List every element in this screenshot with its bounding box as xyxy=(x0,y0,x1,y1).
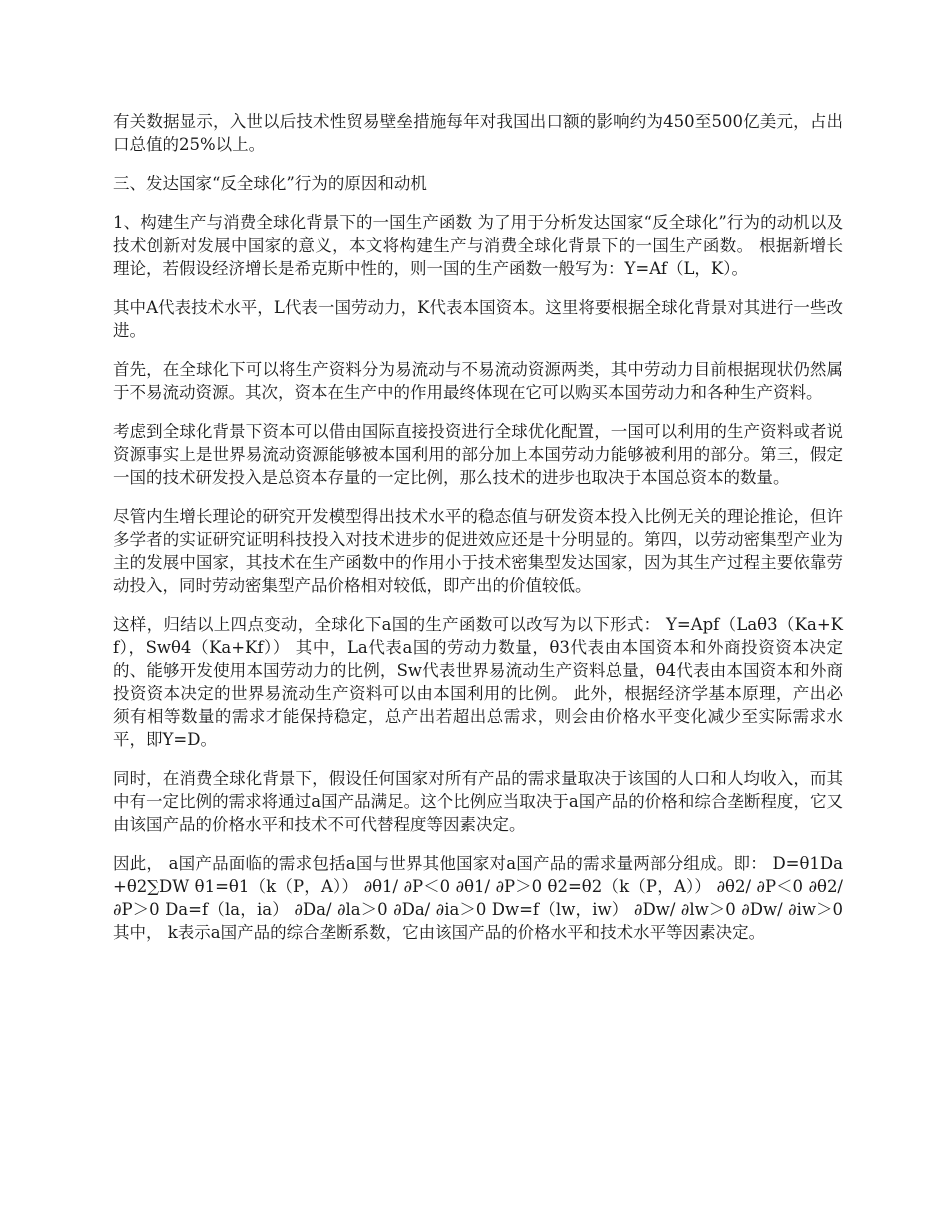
paragraph-rewritten-function: 这样，归结以上四点变动，全球化下a国的生产函数可以改写为以下形式： Y=Apf（Laθ3（Ka+Kf），Swθ4（Ka+Kf）） 其中，La代表a国的劳动力数量，θ3代表由本国资本和外商投资资本决定的、能够开发使用本国劳动力的比例，Sw代表世界易流动生产资料总量，θ4代表由本国资本和外商投资资本决定的世界易流动生产资料可以由本国利用的比例。 此外，根据经济学基本原理，产出必须有相等数量的需求才能保持稳定，总产出若超出总需求，则会由价格水平变化减少至实际需求水平，即Y=D。 xyxy=(113,615,843,749)
paragraph-consumption-globalization: 同时，在消费全球化背景下，假设任何国家对所有产品的需求量取决于该国的人口和人均收入，而其中有一定比例的需求将通过a国产品满足。这个比例应当取决于a国产品的价格和综合垄断程度，它又由该国产品的价格水平和技术不可代替程度等因素决定。 xyxy=(113,769,843,834)
paragraph-capital-allocation: 考虑到全球化背景下资本可以借由国际直接投资进行全球优化配置，一国可以利用的生产资料或者说资源事实上是世界易流动资源能够被本国利用的部分加上本国劳动力能够被利用的部分。第三，假定一国的技术研发投入是总资本存量的一定比例，那么技术的进步也取决于本国总资本的数量。 xyxy=(113,422,843,487)
document-body xyxy=(113,110,843,960)
paragraph-demand-equation: 因此， a国产品面临的需求包括a国与世界其他国家对a国产品的需求量两部分组成。即： D=θ1Da+θ2∑DW θ1=θ1（k（P，A）） ∂θ1/ ∂P＜0 ∂θ1/ ∂P＞0 θ2=θ2（k（P，A）） ∂θ2/ ∂P＜0 ∂θ2/ ∂P＞0 Da=f（la，ia） ∂Da/ ∂la＞0 ∂Da/ ∂ia＞0 Dw=f（lw，iw） ∂Dw/ ∂lw＞0 ∂Dw/ ∂iw＞0 其中， k表示a国产品的综合垄断系数，它由该国产品的价格水平和技术水平等因素决定。 xyxy=(113,854,843,942)
paragraph-resource-mobility: 首先，在全球化下可以将生产资料分为易流动与不易流动资源两类，其中劳动力目前根据现状仍然属于不易流动资源。其次，资本在生产中的作用最终体现在它可以购买本国劳动力和各种生产资料。 xyxy=(113,360,843,402)
paragraph-trade-barrier-data: 有关数据显示，入世以后技术性贸易壁垒措施每年对我国出口额的影响约为450至500亿美元，占出口总值的25%以上。 xyxy=(113,112,843,154)
paragraph-endogenous-growth: 尽管内生增长理论的研究开发模型得出技术水平的稳态值与研发资本投入比例无关的理论推论，但许多学者的实证研究证明科技投入对技术进步的促进效应还是十分明显的。第四，以劳动密集型产业为主的发展中国家，其技术在生产函数中的作用小于技术密集型发达国家，因为其生产过程主要依靠劳动投入，同时劳动密集型产品价格相对较低，即产出的价值较低。 xyxy=(113,507,843,595)
paragraph-production-function: 1、构建生产与消费全球化背景下的一国生产函数 为了用于分析发达国家“反全球化”行为的动机以及技术创新对发展中国家的意义，本文将构建生产与消费全球化背景下的一国生产函数。 根据新增长理论，若假设经济增长是希克斯中性的，则一国的生产函数一般写为：Y=Af（L，K）。 xyxy=(113,213,843,278)
section-heading-anti-globalization: 三、发达国家“反全球化”行为的原因和动机 xyxy=(113,174,427,193)
paragraph-variable-definitions: 其中A代表技术水平，L代表一国劳动力，K代表本国资本。这里将要根据全球化背景对其进行一些改进。 xyxy=(113,298,843,340)
